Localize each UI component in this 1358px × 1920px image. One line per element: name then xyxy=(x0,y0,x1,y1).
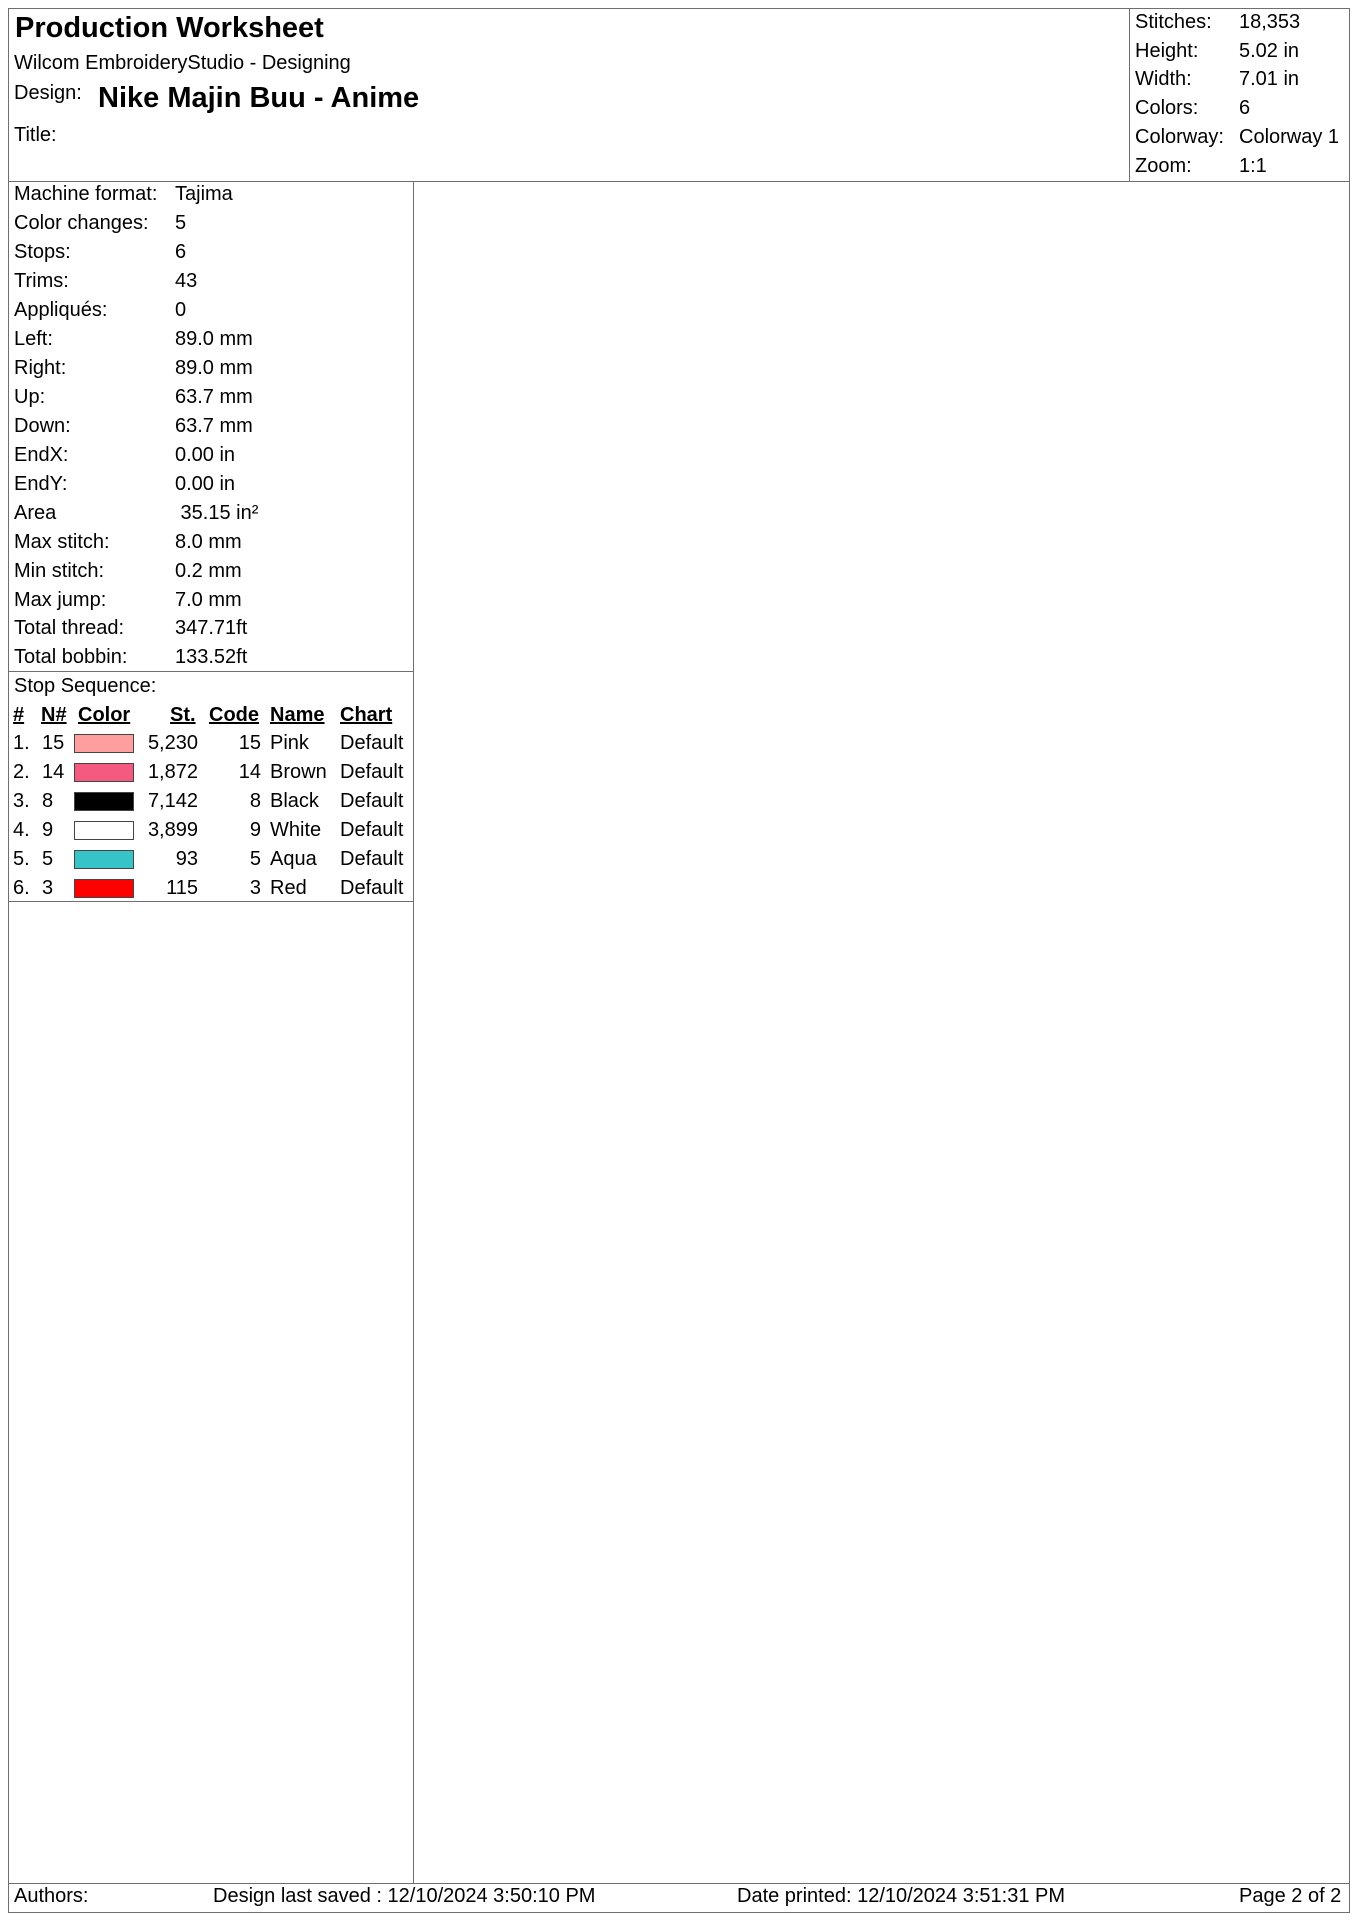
summary-label: Zoom: xyxy=(1135,155,1192,177)
summary-value: Colorway 1 xyxy=(1239,126,1340,148)
summary-value: 1:1 xyxy=(1239,155,1267,177)
row-n: 5 xyxy=(42,848,54,870)
summary-label: Colorway: xyxy=(1135,126,1224,148)
row-n: 15 xyxy=(42,732,65,754)
detail-value: Tajima xyxy=(175,183,233,205)
row-chart: Default xyxy=(340,790,404,812)
row-chart: Default xyxy=(340,819,404,841)
detail-value: 63.7 mm xyxy=(175,386,253,408)
row-chart: Default xyxy=(340,877,404,899)
row-name: Black xyxy=(270,790,319,812)
detail-value: 0.00 in xyxy=(175,473,236,495)
table-row xyxy=(0,876,412,905)
color-swatch xyxy=(74,879,134,898)
summary-value: 7.01 in xyxy=(1239,68,1300,90)
col-header-code: Code xyxy=(209,704,259,726)
row-num: 5. xyxy=(13,848,30,870)
summary-label: Width: xyxy=(1135,68,1192,90)
row-chart: Default xyxy=(340,761,404,783)
table-row xyxy=(0,760,412,789)
row-chart: Default xyxy=(340,848,404,870)
row-n: 3 xyxy=(42,877,54,899)
summary-label: Colors: xyxy=(1135,97,1199,119)
table-row xyxy=(0,731,412,760)
detail-label: Total bobbin: xyxy=(14,646,128,668)
table-row xyxy=(0,818,412,847)
detail-value: 0 xyxy=(175,299,187,321)
details-bottom-rule xyxy=(8,671,413,672)
detail-label: Down: xyxy=(14,415,71,437)
table-row xyxy=(0,847,412,876)
detail-value: 89.0 mm xyxy=(175,328,253,350)
software-subtitle: Wilcom EmbroideryStudio - Designing xyxy=(14,52,351,74)
design-preview-area xyxy=(414,182,1349,1883)
table-row xyxy=(0,789,412,818)
detail-value: 89.0 mm xyxy=(175,357,253,379)
color-swatch xyxy=(74,734,134,753)
summary-value: 6 xyxy=(1239,97,1251,119)
row-code: 5 xyxy=(249,848,261,870)
row-n: 9 xyxy=(42,819,54,841)
row-code: 3 xyxy=(249,877,261,899)
row-code: 9 xyxy=(249,819,261,841)
detail-value: 6 xyxy=(175,241,187,263)
color-swatch xyxy=(74,763,134,782)
color-swatch xyxy=(74,792,134,811)
color-swatch xyxy=(74,850,134,869)
frame-right xyxy=(1349,8,1350,1913)
detail-label: Right: xyxy=(14,357,67,379)
col-header-color: Color xyxy=(78,704,131,726)
footer-last-saved: Design last saved : 12/10/2024 3:50:10 PM xyxy=(213,1885,596,1907)
row-n: 14 xyxy=(42,761,65,783)
detail-label: Color changes: xyxy=(14,212,149,234)
detail-label: EndY: xyxy=(14,473,68,495)
footer-date-printed: Date printed: 12/10/2024 3:51:31 PM xyxy=(737,1885,1066,1907)
detail-value: 35.15 in² xyxy=(175,502,259,524)
col-header-num: # xyxy=(13,704,25,726)
detail-value: 43 xyxy=(175,270,198,292)
detail-value: 63.7 mm xyxy=(175,415,253,437)
row-name: Aqua xyxy=(270,848,317,870)
row-num: 6. xyxy=(13,877,30,899)
detail-value: 347.71ft xyxy=(175,617,248,639)
frame-top xyxy=(8,8,1350,9)
row-num: 3. xyxy=(13,790,30,812)
detail-value: 0.2 mm xyxy=(175,560,242,582)
color-swatch xyxy=(74,821,134,840)
summary-label: Stitches: xyxy=(1135,11,1212,33)
summary-value: 5.02 in xyxy=(1239,40,1300,62)
summary-label: Height: xyxy=(1135,40,1199,62)
detail-value: 8.0 mm xyxy=(175,531,242,553)
detail-label: Max jump: xyxy=(14,589,107,611)
row-stitches: 1,872 xyxy=(147,761,198,783)
detail-value: 5 xyxy=(175,212,187,234)
col-header-st: St. xyxy=(170,704,196,726)
summary-value: 18,353 xyxy=(1239,11,1301,33)
detail-label: Max stitch: xyxy=(14,531,110,553)
row-stitches: 5,230 xyxy=(147,732,198,754)
summary-divider xyxy=(1129,8,1130,182)
detail-value: 0.00 in xyxy=(175,444,236,466)
detail-label: Total thread: xyxy=(14,617,125,639)
row-num: 1. xyxy=(13,732,30,754)
detail-label: EndX: xyxy=(14,444,69,466)
row-num: 4. xyxy=(13,819,30,841)
col-header-n: N# xyxy=(41,704,67,726)
row-n: 8 xyxy=(42,790,54,812)
detail-label: Left: xyxy=(14,328,53,350)
page-title: Production Worksheet xyxy=(15,12,324,44)
footer-authors: Authors: xyxy=(14,1885,89,1907)
row-name: Brown xyxy=(270,761,327,783)
stop-sequence-label: Stop Sequence: xyxy=(14,675,157,697)
frame-bottom xyxy=(8,1912,1350,1913)
detail-label: Appliqués: xyxy=(14,299,108,321)
row-num: 2. xyxy=(13,761,30,783)
detail-label: Up: xyxy=(14,386,46,408)
row-stitches: 115 xyxy=(166,877,198,899)
row-code: 8 xyxy=(249,790,261,812)
detail-label: Area xyxy=(14,502,57,524)
col-header-chart: Chart xyxy=(340,704,393,726)
footer-page-number: Page 2 of 2 xyxy=(1239,1885,1342,1907)
design-label: Design: xyxy=(14,82,82,104)
row-code: 14 xyxy=(238,761,261,783)
row-name: Pink xyxy=(270,732,309,754)
design-name: Nike Majin Buu - Anime xyxy=(98,82,420,114)
frame-left xyxy=(8,8,9,1913)
row-name: Red xyxy=(270,877,307,899)
row-name: White xyxy=(270,819,322,841)
row-stitches: 3,899 xyxy=(147,819,198,841)
row-code: 15 xyxy=(238,732,261,754)
detail-label: Stops: xyxy=(14,241,71,263)
title-label: Title: xyxy=(14,124,57,146)
col-header-name: Name xyxy=(270,704,325,726)
detail-label: Trims: xyxy=(14,270,69,292)
row-stitches: 7,142 xyxy=(147,790,198,812)
row-stitches: 93 xyxy=(175,848,198,870)
detail-value: 133.52ft xyxy=(175,646,248,668)
footer-top-rule xyxy=(8,1883,1350,1884)
detail-label: Min stitch: xyxy=(14,560,105,582)
detail-label: Machine format: xyxy=(14,183,158,205)
detail-value: 7.0 mm xyxy=(175,589,242,611)
row-chart: Default xyxy=(340,732,404,754)
